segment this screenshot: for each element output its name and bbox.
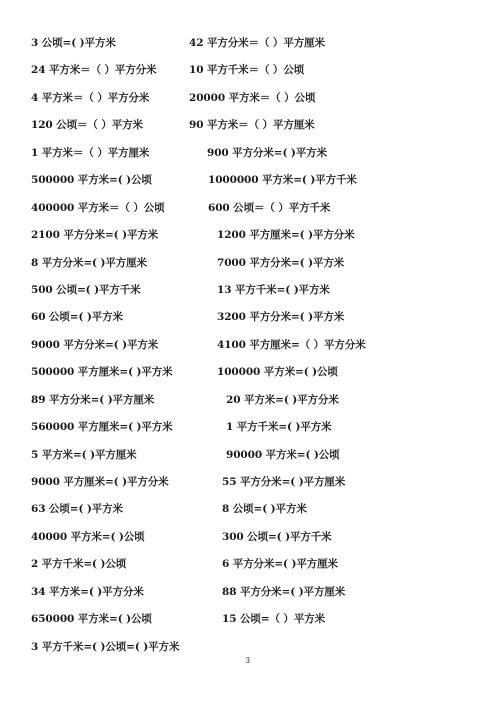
exercise-row <box>0 365 500 392</box>
exercise-right: 1000000 平方米=( )平方千米 <box>208 174 357 187</box>
exercise-row <box>0 36 500 63</box>
exercise-left: 63 公顷=( )平方米 <box>31 503 123 516</box>
exercise-left: 3 公顷=( )平方米 <box>31 37 116 49</box>
exercise-left: 40000 平方米=( )公顷 <box>31 530 145 543</box>
exercise-right: 3200 平方分米=( )平方米 <box>217 311 345 324</box>
exercise-right: 100000 平方米=( )公顷 <box>217 366 338 379</box>
exercise-left: 24 平方米＝（ ）平方分米 <box>31 64 157 77</box>
exercise-row <box>0 338 500 365</box>
page-number: 3 <box>245 656 251 665</box>
exercise-right: 4100 平方厘米=（ ）平方分米 <box>217 338 366 351</box>
exercise-left: 4 平方米＝（ ）平方分米 <box>31 91 150 104</box>
exercise-row <box>0 530 500 557</box>
exercise-row <box>0 228 500 255</box>
exercise-left: 8 平方分米=( )平方厘米 <box>31 256 147 269</box>
exercise-right: 10 平方千米＝（ ）公顷 <box>189 64 305 77</box>
exercise-right: 90000 平方米=( )公顷 <box>226 448 340 461</box>
exercise-left: 500000 平方厘米=( )平方米 <box>31 366 173 379</box>
exercise-row <box>0 63 500 90</box>
exercise-left: 1 平方米＝（ ）平方厘米 <box>31 146 150 159</box>
exercise-left: 400000 平方米＝（ ）公顷 <box>31 201 165 214</box>
exercise-row <box>0 310 500 337</box>
exercise-right: 88 平方分米=( )平方厘米 <box>222 585 346 598</box>
exercise-left: 60 公顷=( )平方米 <box>31 311 123 324</box>
exercise-left: 9000 平方分米=( )平方米 <box>31 338 159 351</box>
exercise-row <box>0 585 500 612</box>
exercise-left: 500000 平方米=( )公顷 <box>31 174 152 187</box>
exercise-left: 89 平方分米=( )平方厘米 <box>31 393 155 406</box>
exercise-left: 500 公顷=( )平方千米 <box>31 283 141 296</box>
exercise-row <box>0 118 500 145</box>
exercise-left: 9000 平方厘米=( )平方分米 <box>31 476 169 488</box>
exercise-right: 600 公顷＝（ ）平方千米 <box>208 201 331 214</box>
exercise-right: 13 平方千米=( )平方米 <box>217 283 330 296</box>
exercise-left: 560000 平方厘米=( )平方米 <box>31 421 173 434</box>
exercise-row <box>0 146 500 173</box>
exercise-row <box>0 173 500 200</box>
exercise-left: 5 平方米=( )平方厘米 <box>31 448 137 461</box>
exercise-left: 2 平方千米=( )公顷 <box>31 558 127 571</box>
exercise-row <box>0 557 500 584</box>
exercise-row <box>0 393 500 420</box>
exercise-row <box>0 283 500 310</box>
exercise-right: 15 公顷=（ ）平方米 <box>222 613 326 626</box>
exercise-row <box>0 201 500 228</box>
exercise-row <box>0 420 500 447</box>
exercise-last-line: 3 平方千米=( )公顷=( )平方米 <box>31 640 180 653</box>
exercise-left: 34 平方米=( )平方分米 <box>31 585 144 598</box>
exercise-left: 120 公顷＝（ ）平方米 <box>31 119 143 132</box>
exercise-row <box>0 91 500 118</box>
exercise-row <box>0 612 500 639</box>
exercise-right: 90 平方米＝（ ）平方厘米 <box>189 119 315 132</box>
exercise-row <box>0 502 500 529</box>
exercise-row <box>0 475 500 502</box>
exercise-left: 2100 平方分米=( )平方米 <box>31 229 159 242</box>
exercise-right: 20000 平方米＝（ ）公顷 <box>189 91 316 104</box>
exercise-right: 42 平方分米＝（ ）平方厘米 <box>189 37 325 49</box>
exercise-right: 1200 平方厘米=( )平方分米 <box>217 229 355 242</box>
exercise-row <box>0 256 500 283</box>
exercise-right: 20 平方米=( )平方分米 <box>226 393 339 406</box>
exercise-list <box>0 36 500 667</box>
exercise-right: 7000 平方分米=( )平方米 <box>217 256 345 269</box>
exercise-right: 6 平方分米=( )平方厘米 <box>222 558 338 571</box>
exercise-right: 8 公顷=( )平方米 <box>222 503 307 516</box>
exercise-left: 650000 平方米=( )公顷 <box>31 613 152 626</box>
exercise-right: 300 公顷=( )平方千米 <box>222 530 332 543</box>
exercise-row <box>0 448 500 475</box>
exercise-right: 900 平方分米=( )平方米 <box>207 146 327 159</box>
exercise-right: 1 平方千米=( )平方米 <box>226 421 332 434</box>
exercise-right: 55 平方分米=( )平方厘米 <box>222 476 346 488</box>
